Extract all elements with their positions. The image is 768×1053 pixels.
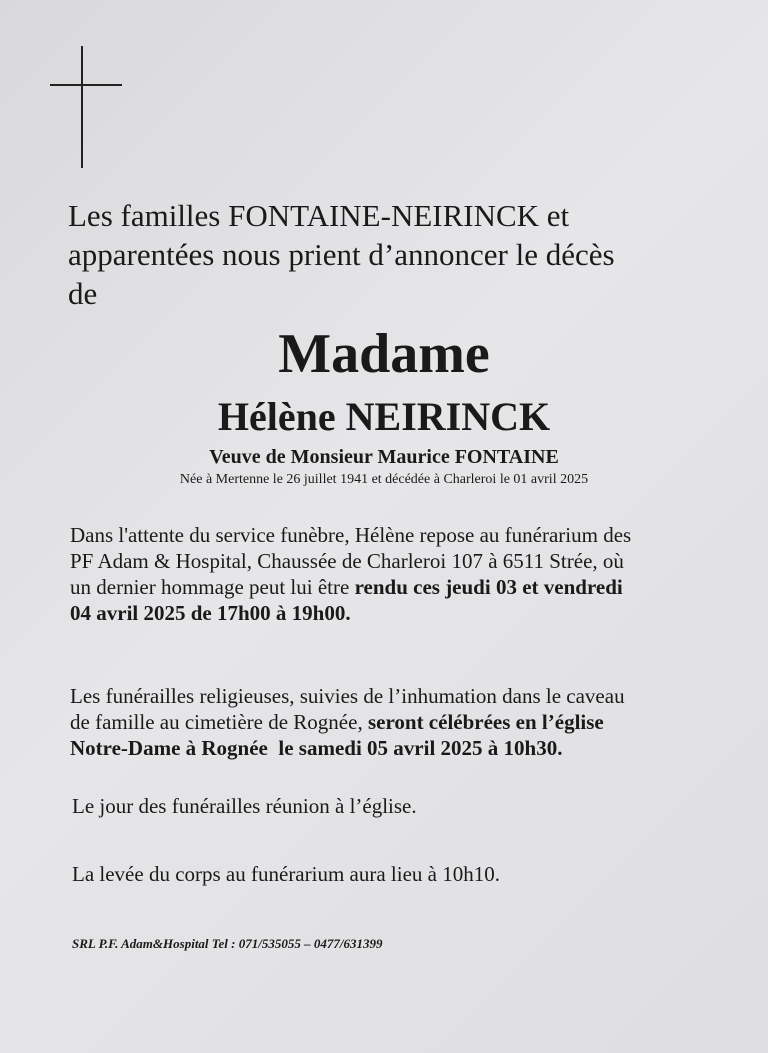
funeral-paragraph: [70, 683, 710, 761]
intro-line: apparentées nous prient d’annoncer le décès: [68, 237, 615, 272]
widow-of: Veuve de Monsieur Maurice FONTAINE: [209, 446, 559, 468]
funeral-home-footer: SRL P.F. Adam&Hospital Tel : 071/535055 – 0477/631399: [72, 936, 383, 951]
visitation-paragraph: [70, 522, 710, 626]
gathering-text: Le jour des funérailles réunion à l’église.: [72, 794, 417, 818]
intro-line: de: [68, 276, 98, 311]
birth-death-line: Née à Mertenne le 26 juillet 1941 et décédée à Charleroi le 01 avril 2025: [179, 472, 589, 487]
paragraph-line: Les funérailles religieuses, suivies de l’inhumation dans le caveau: [70, 684, 625, 708]
paragraph-bold: seront célébrées en l’église: [367, 710, 604, 734]
paragraph-bold: 04 avril 2025 de 17h00 à 19h00.: [70, 601, 351, 625]
paragraph-line: un dernier hommage peut lui être: [70, 575, 355, 599]
levee-text: La levée du corps au funérarium aura lieu à 10h10.: [72, 862, 500, 886]
deceased-name: Hélène NEIRINCK: [217, 394, 551, 439]
intro-text: [68, 196, 708, 313]
deceased-title: Madame: [278, 323, 490, 385]
paragraph-bold: Notre-Dame à Rognée le samedi 05 avril 2025 à 10h30.: [70, 736, 563, 760]
paragraph-line: PF Adam & Hospital, Chaussée de Charleroi 107 à 6511 Strée, où: [70, 549, 624, 573]
paragraph-bold: rendu ces jeudi 03 et vendredi: [354, 575, 623, 599]
intro-line: Les familles FONTAINE-NEIRINCK et: [68, 198, 570, 233]
paragraph-line: de famille au cimetière de Rognée,: [70, 710, 368, 734]
paragraph-line: Dans l'attente du service funèbre, Hélène repose au funérarium des: [70, 523, 632, 547]
cross-icon: [50, 46, 122, 168]
